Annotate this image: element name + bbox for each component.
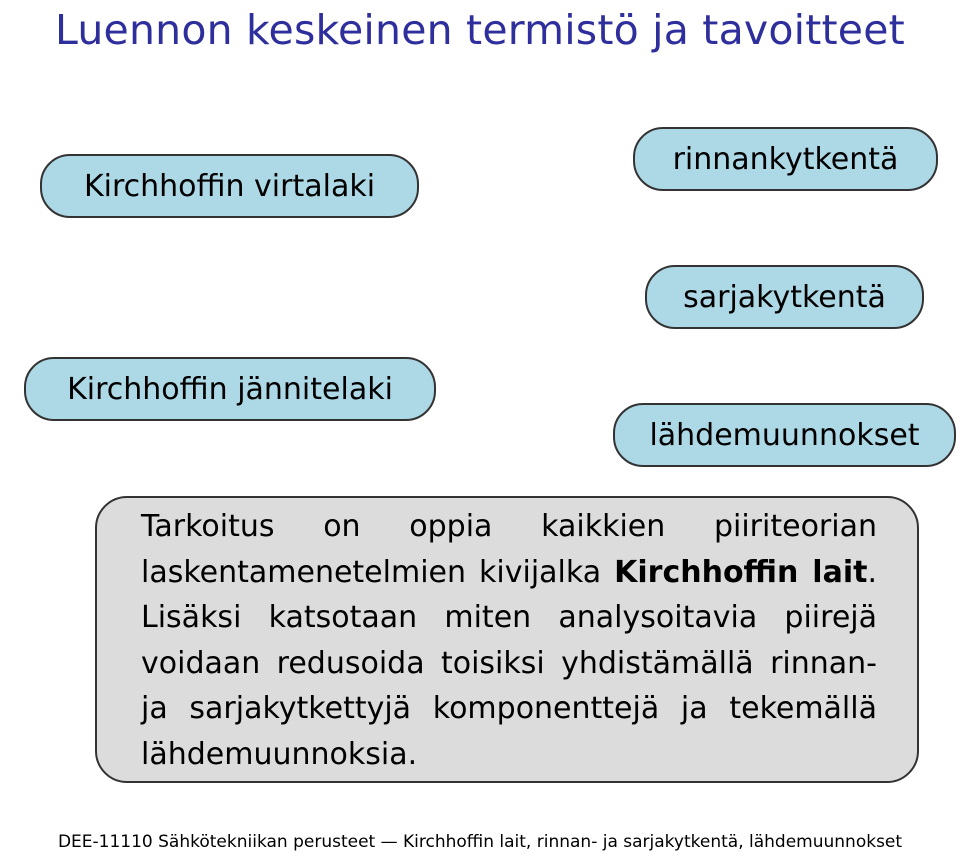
goal-text [141,504,877,777]
slide-title: Luennon keskeinen termistö ja tavoitteet [55,6,905,54]
term-parallel-connection: rinnankytkentä [633,127,938,191]
goal-box [95,496,919,783]
term-source-transformations: lähdemuunnokset [613,403,956,467]
goal-text-emphasis: Kirchhoffin lait [614,554,868,590]
slide-footer: DEE-11110 Sähkötekniikan perusteet — Kirchhoffin lait, rinnan- ja sarjakytkentä, lähdemuunnokset [57,832,903,852]
term-series-connection: sarjakytkentä [645,265,924,329]
term-kirchhoff-current-law: Kirchhoffin virtalaki [40,154,419,218]
term-kirchhoff-voltage-law: Kirchhoffin jännitelaki [24,357,436,421]
goal-text-before: Tarkoitus on oppia kaikkien piiriteorian laskentamenetelmien kivijalka [141,509,877,590]
goal-text-after: . Lisäksi katsotaan miten analysoitavia piirejä voidaan redusoida toisiksi yhdistämällä rinnan- ja sarjakytkettyjä komponenttejä ja tekemällä lähdemuunnoksia. [141,554,877,772]
